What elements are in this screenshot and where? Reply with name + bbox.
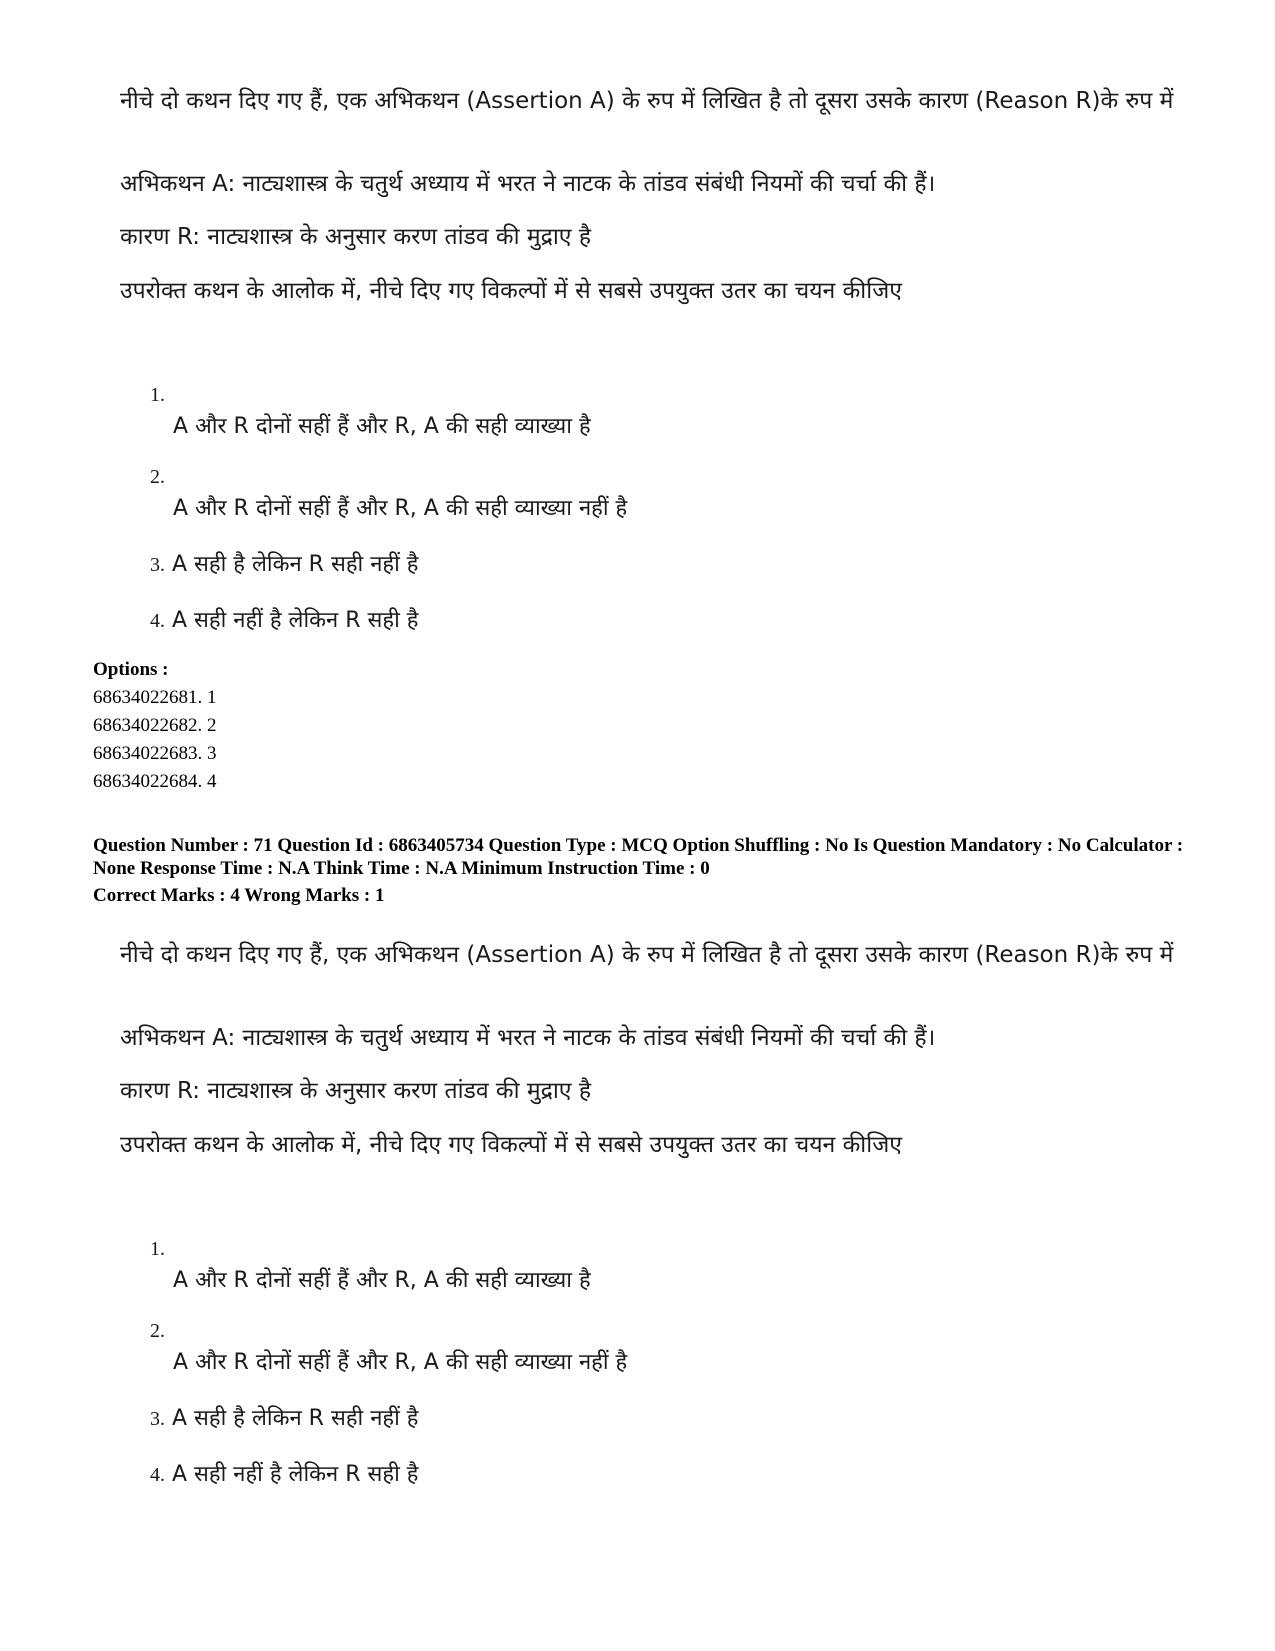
choice-text: A सही है लेकिन R सही नहीं है	[172, 1406, 419, 1431]
assertion-text: अभिकथन A: नाट्यशास्त्र के चतुर्थ अध्याय में भरत ने नाटक के तांडव संबंधी नियमों की चर्चा की हैं।	[120, 1025, 936, 1051]
option-id: 68634022684. 4	[93, 771, 217, 792]
choice-item	[150, 604, 418, 634]
option-id: 68634022682. 2	[93, 715, 217, 736]
option-id: 68634022681. 1	[93, 687, 217, 708]
marks-info: Correct Marks : 4 Wrong Marks : 1	[93, 885, 385, 906]
choice-number: 3.	[150, 1408, 165, 1430]
choice-text: A सही है लेकिन R सही नहीं है	[172, 552, 419, 577]
choice-item	[150, 548, 418, 578]
choice-item	[150, 1402, 418, 1432]
choice-text: A और R दोनों सहीं हैं और R, A की सही व्याख्या नहीं है	[173, 1350, 628, 1375]
choice-number: 2.	[150, 1320, 165, 1342]
assertion-text: अभिकथन A: नाट्यशास्त्र के चतुर्थ अध्याय में भरत ने नाटक के तांडव संबंधी नियमों की चर्चा की हैं।	[120, 171, 936, 197]
choice-text: A सही नहीं है लेकिन R सही है	[172, 608, 419, 633]
question-intro: नीचे दो कथन दिए गए हैं, एक अभिकथन (Assertion A) के रुप में लिखित है तो दूसरा उसके कारण (Reason R)के रुप में	[120, 942, 1174, 968]
choice-number: 3.	[150, 554, 165, 576]
question-meta: Question Number : 71 Question Id : 6863405734 Question Type : MCQ Option Shuffling : No Is Question Mandatory : No Calculator : None Response Time : N.A Think Time : N.A Minimum Instruction Time : 0	[93, 835, 1184, 879]
choice-text: A सही नहीं है लेकिन R सही है	[172, 1462, 419, 1487]
choice-number: 2.	[150, 466, 165, 488]
instruction-text: उपरोक्त कथन के आलोक में, नीचे दिए गए विकल्पों में से सबसे उपयुक्त उतर का चयन कीजिए	[120, 278, 902, 304]
reason-text: कारण R: नाट्यशास्त्र के अनुसार करण तांडव की मुद्राए है	[120, 224, 592, 250]
instruction-text: उपरोक्त कथन के आलोक में, नीचे दिए गए विकल्पों में से सबसे उपयुक्त उतर का चयन कीजिए	[120, 1132, 902, 1158]
choice-text: A और R दोनों सहीं हैं और R, A की सही व्याख्या है	[173, 1268, 591, 1293]
options-heading: Options :	[93, 659, 169, 680]
reason-text: कारण R: नाट्यशास्त्र के अनुसार करण तांडव की मुद्राए है	[120, 1078, 592, 1104]
choice-number: 1.	[150, 1238, 165, 1260]
question-intro: नीचे दो कथन दिए गए हैं, एक अभिकथन (Assertion A) के रुप में लिखित है तो दूसरा उसके कारण (Reason R)के रुप में	[120, 88, 1174, 114]
choice-number: 4.	[150, 610, 165, 632]
choice-number: 1.	[150, 384, 165, 406]
choice-item	[150, 1458, 418, 1488]
choice-text: A और R दोनों सहीं हैं और R, A की सही व्याख्या है	[173, 414, 591, 439]
option-id: 68634022683. 3	[93, 743, 217, 764]
choice-text: A और R दोनों सहीं हैं और R, A की सही व्याख्या नहीं है	[173, 496, 628, 521]
choice-number: 4.	[150, 1464, 165, 1486]
